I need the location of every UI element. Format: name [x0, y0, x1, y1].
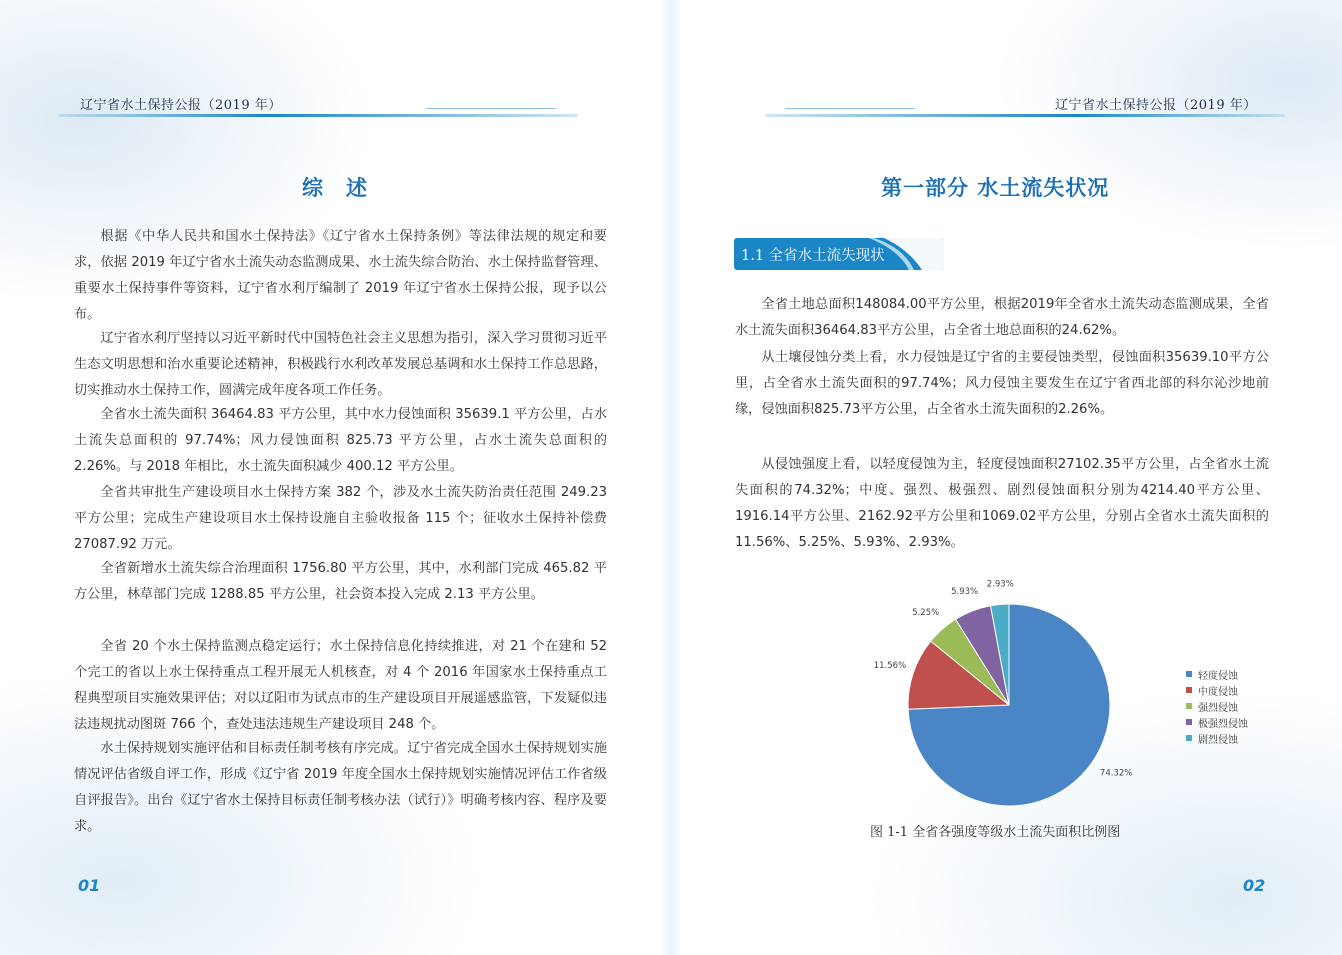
legend-label: 剧烈侵蚀 [1198, 734, 1238, 746]
paragraph: 从土壤侵蚀分类上看，水力侵蚀是辽宁省的主要侵蚀类型，侵蚀面积35639.10平方公里，占全省水土流失面积的97.74%；风力侵蚀主要发生在辽宁省西北部的科尔沁沙地前缘，侵蚀面积825.73平方公里，占全省水土流失面积的2.26%。 [735, 350, 1269, 417]
header-rule [58, 114, 578, 117]
book-gutter [660, 0, 682, 955]
legend-swatch [1186, 703, 1192, 709]
page-title: 第一部分 水土流失状况 [881, 176, 1110, 200]
right-page [671, 0, 1342, 955]
running-header: 辽宁省水土保持公报（2019 年） [1055, 98, 1257, 113]
pie-slice-label: 5.93% [951, 586, 979, 597]
legend-swatch [1186, 719, 1192, 725]
page-number: 01 [78, 876, 101, 895]
legend-item [1186, 730, 1248, 746]
section-heading-label: 1.1 全省水土流失现状 [741, 248, 885, 264]
paragraph: 从侵蚀强度上看，以轻度侵蚀为主，轻度侵蚀面积27102.35平方公里，占全省水土流失面积的74.32%；中度、强烈、极强烈、剧烈侵蚀面积分别为4214.40平方公里、1916.14平方公里、2162.92平方公里和1069.02平方公里，分别占全省水土流失面积的11.56%、5.25%、5.93%、2.93%。 [735, 457, 1269, 550]
pie-slice-label: 5.25% [912, 608, 940, 619]
pie-slice-label: 11.56% [873, 661, 907, 672]
legend-swatch [1186, 735, 1192, 741]
page-title: 综 述 [302, 176, 368, 200]
paragraph: 全省水土流失面积 36464.83 平方公里，其中水力侵蚀面积 35639.1 平方公里，占水土流失总面积的 97.74%；风力侵蚀面积 825.73 平方公里，占水土流失总面积的 2.26%。与 2018 年相比，水土流失面积减少 400.12 平方公里。 [74, 407, 607, 474]
legend-swatch [1186, 687, 1192, 693]
paragraph: 全省 20 个水土保持监测点稳定运行；水土保持信息化持续推进，对 21 个在建和 52 个完工的省以上水土保持重点工程开展无人机核查，对 4 个 2016 年国家水土保持重点工程典型项目实施效果评估；对以辽阳市为试点市的生产建设项目开展遥感监管，下发疑似违法违规扰动图斑 766 个，查处违法违规生产建设项目 248 个。 [74, 639, 607, 732]
paragraph: 辽宁省水利厅坚持以习近平新时代中国特色社会主义思想为指引，深入学习贯彻习近平生态文明思想和治水重要论述精神，积极践行水利改革发展总基调和水土保持工作总思路，切实推动水土保持工作，圆满完成年度各项工作任务。 [74, 331, 607, 398]
figure-caption: 图 1-1 全省各强度等级水土流失面积比例图 [870, 825, 1121, 840]
header-rule-accent [426, 108, 556, 109]
paragraph: 根据《中华人民共和国水土保持法》《辽宁省水土保持条例》等法律法规的规定和要求，依据 2019 年辽宁省水土流失动态监测成果、水土流失综合防治、水土保持监督管理、重要水土保持事件等资料，辽宁省水利厅编制了 2019 年辽宁省水土保持公报，现予以公布。 [74, 229, 607, 322]
pie-chart [671, 0, 1342, 955]
pie-slice-label: 74.32% [1099, 768, 1133, 779]
legend-label: 中度侵蚀 [1198, 686, 1238, 698]
pie-slice-label: 2.93% [986, 579, 1014, 590]
paragraph: 全省土地总面积148084.00平方公里，根据2019年全省水土流失动态监测成果，全省水土流失面积36464.83平方公里，占全省土地总面积的24.62%。 [735, 297, 1269, 338]
running-header: 辽宁省水土保持公报（2019 年） [80, 98, 282, 113]
legend-label: 强烈侵蚀 [1198, 702, 1238, 714]
legend-swatch [1186, 671, 1192, 677]
legend-item [1186, 666, 1248, 682]
legend-item [1186, 682, 1248, 698]
paragraph: 全省新增水土流失综合治理面积 1756.80 平方公里，其中，水利部门完成 465.82 平方公里，林草部门完成 1288.85 平方公里，社会资本投入完成 2.13 平方公里。 [74, 561, 607, 602]
legend-label: 极强烈侵蚀 [1198, 718, 1248, 730]
paragraph: 全省共审批生产建设项目水土保持方案 382 个，涉及水土流失防治责任范围 249.23 平方公里；完成生产建设项目水土保持设施自主验收报备 115 个；征收水土保持补偿费 27087.92 万元。 [74, 485, 607, 552]
page-number: 02 [1243, 876, 1266, 895]
legend-item [1186, 714, 1248, 730]
paragraph: 水土保持规划实施评估和目标责任制考核有序完成。辽宁省完成全国水土保持规划实施情况评估省级自评工作，形成《辽宁省 2019 年度全国水土保持规划实施情况评估工作省级自评报告》。出台《辽宁省水土保持目标责任制考核办法（试行）》明确考核内容、程序及要求。 [74, 741, 607, 834]
legend-item [1186, 698, 1248, 714]
legend-label: 轻度侵蚀 [1198, 670, 1238, 682]
chart-legend [1186, 666, 1248, 746]
